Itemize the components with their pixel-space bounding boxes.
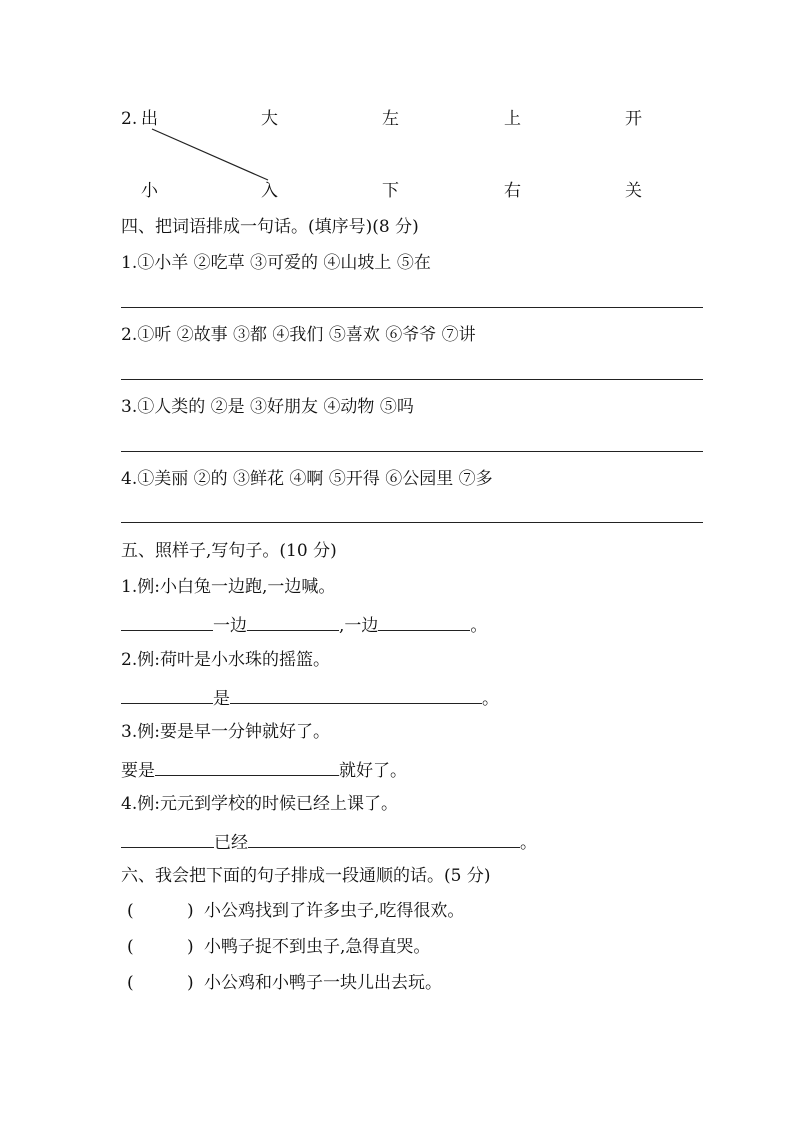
- order-answer-box-2[interactable]: [168, 937, 182, 957]
- fill-line-1: [121, 613, 487, 636]
- order-box-close: ): [187, 937, 194, 957]
- answer-line-4[interactable]: [121, 522, 703, 523]
- blank-3a[interactable]: [155, 758, 339, 776]
- ordering-sentence-1: 小公鸡找到了许多虫子,吃得很欢。: [204, 901, 465, 921]
- blank-4a[interactable]: [121, 830, 214, 848]
- section-5-title: 五、照样子,写句子。(10 分): [121, 541, 337, 561]
- match-top-3[interactable]: 左: [382, 109, 399, 129]
- fill-text-4a: 已经: [214, 833, 248, 853]
- order-box-open: (: [127, 901, 134, 921]
- fill-line-2: [121, 686, 499, 709]
- match-bottom-5[interactable]: 关: [625, 181, 642, 201]
- fill-end-1: 。: [470, 616, 488, 636]
- section-4-item-4: 4.①美丽 ②的 ③鲜花 ④啊 ⑤开得 ⑥公园里 ⑦多: [121, 469, 493, 489]
- order-box-open: (: [127, 973, 134, 993]
- ordering-sentence-3: 小公鸡和小鸭子一块儿出去玩。: [204, 973, 442, 993]
- answer-line-3[interactable]: [121, 451, 703, 452]
- order-box-close: ): [187, 973, 194, 993]
- fill-text-1b: ,一边: [339, 616, 379, 636]
- match-bottom-2[interactable]: 入: [261, 181, 278, 201]
- fill-text-2a: 是: [213, 689, 230, 709]
- fill-line-4: [121, 830, 537, 853]
- match-top-5[interactable]: 开: [625, 109, 642, 129]
- fill-line-3: [121, 758, 407, 781]
- blank-2a[interactable]: [121, 686, 213, 704]
- answer-line-1[interactable]: [121, 307, 703, 308]
- blank-1c[interactable]: [378, 613, 470, 631]
- fill-text-1a: 一边: [213, 616, 247, 636]
- example-3: 3.例:要是早一分钟就好了。: [121, 722, 330, 742]
- blank-2b[interactable]: [230, 686, 482, 704]
- order-box-close: ): [187, 901, 194, 921]
- blank-1a[interactable]: [121, 613, 213, 631]
- section-4-item-2: 2.①听 ②故事 ③都 ④我们 ⑤喜欢 ⑥爷爷 ⑦讲: [121, 325, 476, 345]
- example-1: 1.例:小白兔一边跑,一边喊。: [121, 577, 336, 597]
- fill-end-4: 。: [520, 833, 537, 853]
- match-top-2[interactable]: 大: [261, 109, 278, 129]
- blank-4b[interactable]: [248, 830, 520, 848]
- match-bottom-3[interactable]: 下: [382, 181, 399, 201]
- fill-text-3a: 要是: [121, 761, 155, 781]
- order-answer-box-3[interactable]: [168, 973, 182, 993]
- example-2: 2.例:荷叶是小水珠的摇篮。: [121, 650, 330, 670]
- match-connector-line: [0, 0, 794, 220]
- match-bottom-4[interactable]: 右: [504, 181, 521, 201]
- section-6-title: 六、我会把下面的句子排成一段通顺的话。(5 分): [121, 866, 491, 886]
- match-bottom-1[interactable]: 小: [141, 181, 158, 201]
- example-4: 4.例:元元到学校的时候已经上课了。: [121, 794, 398, 814]
- fill-text-3b: 就好了。: [339, 761, 407, 781]
- ordering-sentence-2: 小鸭子捉不到虫子,急得直哭。: [204, 937, 431, 957]
- order-answer-box-1[interactable]: [168, 901, 182, 921]
- match-top-4[interactable]: 上: [504, 109, 521, 129]
- blank-1b[interactable]: [247, 613, 339, 631]
- answer-line-2[interactable]: [121, 379, 703, 380]
- match-top-1[interactable]: 出: [141, 109, 158, 129]
- order-box-open: (: [127, 937, 134, 957]
- section-4-title: 四、把词语排成一句话。(填序号)(8 分): [121, 217, 419, 237]
- question-number: 2.: [121, 109, 138, 129]
- section-4-item-1: 1.①小羊 ②吃草 ③可爱的 ④山坡上 ⑤在: [121, 253, 431, 273]
- section-4-item-3: 3.①人类的 ②是 ③好朋友 ④动物 ⑤吗: [121, 397, 414, 417]
- fill-end-2: 。: [482, 689, 499, 709]
